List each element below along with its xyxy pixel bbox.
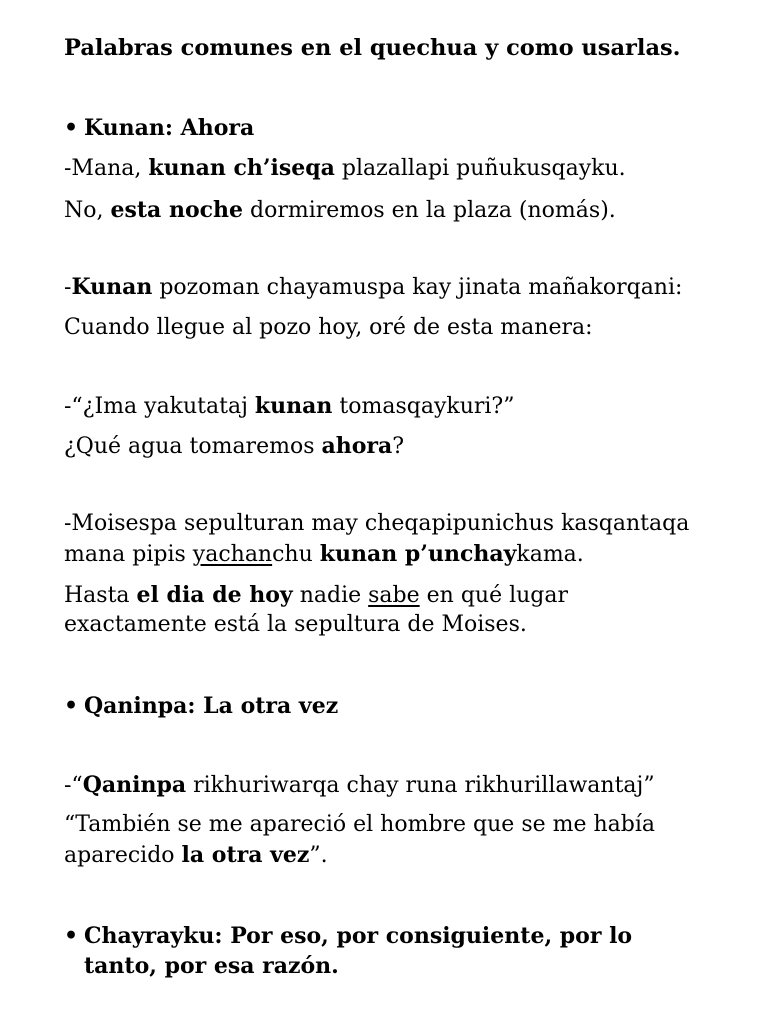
quechua-example: -Mana, kunan ch’iseqa plazallapi puñukusqayku. bbox=[64, 155, 626, 181]
bullet-icon: • bbox=[64, 693, 79, 719]
spanish-translation: ¿Qué agua tomaremos ahora? bbox=[64, 433, 405, 459]
quechua-example-continued: mana pipis yachanchu kunan p’unchaykama. bbox=[64, 541, 584, 567]
section-heading-qaninpa bbox=[64, 691, 339, 721]
spanish-translation: Cuando llegue al pozo hoy, oré de esta manera: bbox=[64, 315, 593, 340]
spanish-translation: Hasta el dia de hoy nadie sabe en qué lugar bbox=[64, 582, 569, 608]
quechua-example: -“Qaninpa rikhuriwarqa chay runa rikhurillawantaj” bbox=[64, 772, 655, 798]
spanish-translation-continued: exactamente está la sepultura de Moises. bbox=[64, 612, 527, 637]
spanish-translation: “También se me apareció el hombre que se me había bbox=[64, 812, 656, 837]
heading-text: Chayrayku: Por eso, por consiguiente, por lo bbox=[84, 923, 633, 949]
section-heading-chayrayku-continued bbox=[84, 951, 339, 981]
quechua-example: -“¿Ima yakutataj kunan tomasqaykuri?” bbox=[64, 393, 515, 419]
quechua-example: -Kunan pozoman chayamuspa kay jinata mañakorqani: bbox=[64, 274, 683, 300]
bullet-icon: • bbox=[64, 923, 79, 949]
bullet-icon: • bbox=[64, 115, 79, 141]
heading-text: Qaninpa: La otra vez bbox=[84, 693, 339, 719]
quechua-example: -Moisespa sepulturan may cheqapipunichus kasqantaqa bbox=[64, 511, 690, 536]
section-heading-chayrayku bbox=[64, 921, 633, 951]
heading-text: Kunan: Ahora bbox=[84, 115, 255, 141]
page-title: Palabras comunes en el quechua y como usarlas. bbox=[64, 35, 681, 61]
spanish-translation: No, esta noche dormiremos en la plaza (nomás). bbox=[64, 197, 616, 223]
heading-text: tanto, por esa razón. bbox=[84, 953, 339, 979]
section-heading-kunan bbox=[64, 113, 255, 143]
spanish-translation-continued: aparecido la otra vez”. bbox=[64, 842, 328, 868]
